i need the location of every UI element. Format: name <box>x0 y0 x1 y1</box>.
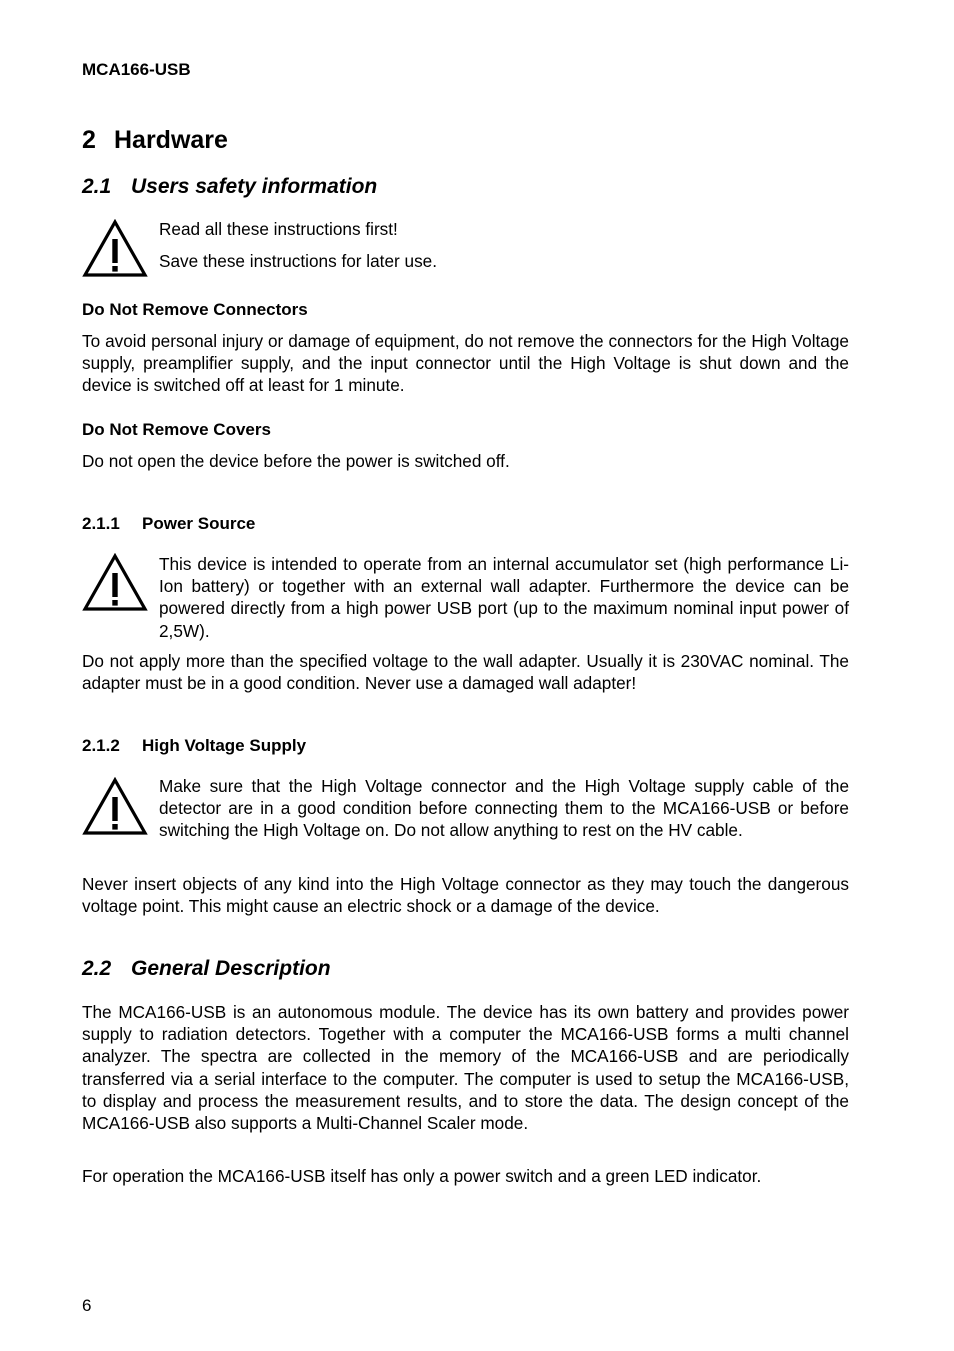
subheading-connectors: Do Not Remove Connectors <box>82 300 308 319</box>
section-title: High Voltage Supply <box>142 736 307 755</box>
section-heading-2-1-2 <box>82 736 306 756</box>
section-title: Power Source <box>142 514 256 533</box>
note-text: This device is intended to operate from an internal accumulator set (high performance Li-Ion battery) or together with an external wall adapter. Furthermore the device can be powered directly from a high power USB port (up to the maximum nominal input power of 2,5W). <box>159 554 849 641</box>
warning-triangle-icon <box>82 777 148 835</box>
paragraph: The MCA166-USB is an autonomous module. The device has its own battery and provides power supply to radiation detectors. Together with a computer the MCA166-USB forms a multi channel analyzer. The spectra are collected in the memory of the MCA166-USB and are periodically transferred via a serial interface to the computer. The computer is used to setup the MCA166-USB, to display and process the measurement results, and to store the data. The design concept of the MCA166-USB also supports a Multi-Channel Scaler mode. <box>82 1002 849 1134</box>
section-heading-2-1-1 <box>82 514 255 534</box>
chapter-number: 2 <box>82 126 96 154</box>
chapter-heading <box>82 126 228 155</box>
section-heading-2-2 <box>82 957 331 981</box>
paragraph: To avoid personal injury or damage of equipment, do not remove the connectors for the High Voltage supply, preamplifier supply, and the input connector until the High Voltage is shut down and the device is switched off at least for 1 minute. <box>82 331 849 396</box>
note-text: Make sure that the High Voltage connector and the High Voltage supply cable of the detector are in a good condition before connecting them to the MCA166-USB or before switching the High Voltage on. Do not allow anything to rest on the HV cable. <box>159 776 849 841</box>
safety-note <box>82 552 849 644</box>
running-header: MCA166-USB <box>82 60 191 79</box>
section-number: 2.2 <box>82 957 112 980</box>
section-number: 2.1.2 <box>82 736 120 755</box>
section-title: Users safety information <box>131 175 378 198</box>
section-heading-2-1 <box>82 175 377 199</box>
warning-triangle-icon <box>82 553 148 611</box>
note-line: Save these instructions for later use. <box>159 251 438 271</box>
section-title: General Description <box>131 957 331 980</box>
paragraph: Do not apply more than the specified voltage to the wall adapter. Usually it is 230VAC nominal. The adapter must be in a good condition. Never use a damaged wall adapter! <box>82 651 849 694</box>
chapter-title: Hardware <box>114 126 228 154</box>
section-number: 2.1 <box>82 175 112 198</box>
paragraph: Do not open the device before the power is switched off. <box>82 451 510 471</box>
subheading-covers: Do Not Remove Covers <box>82 420 271 439</box>
note-line: Read all these instructions first! <box>159 219 398 239</box>
safety-note <box>82 217 849 279</box>
paragraph: For operation the MCA166-USB itself has only a power switch and a green LED indicator. <box>82 1166 762 1186</box>
section-number: 2.1.1 <box>82 514 120 533</box>
warning-triangle-icon <box>82 219 148 277</box>
paragraph: Never insert objects of any kind into the High Voltage connector as they may touch the dangerous voltage point. This might cause an electric shock or a damage of the device. <box>82 874 849 917</box>
safety-note <box>82 774 849 866</box>
page-number: 6 <box>82 1296 92 1315</box>
